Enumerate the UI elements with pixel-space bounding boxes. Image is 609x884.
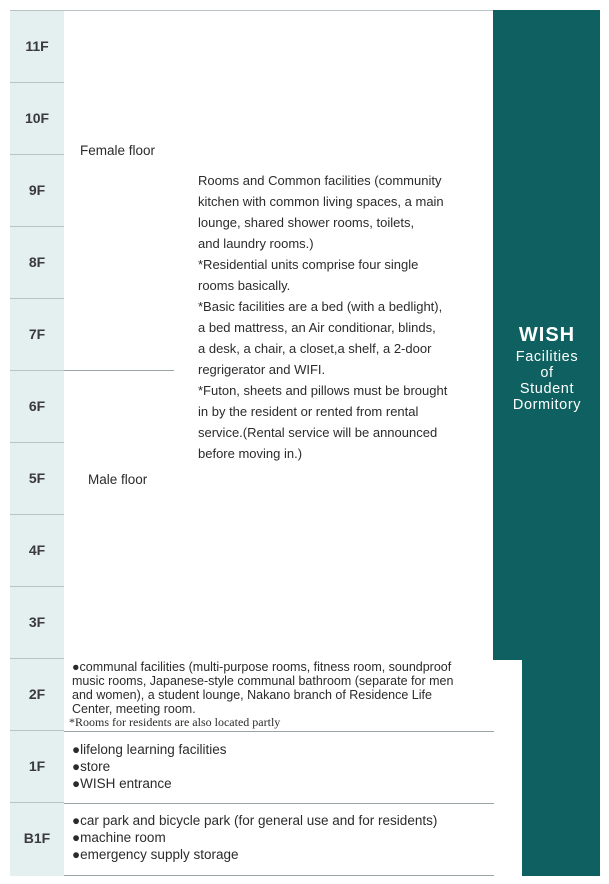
list-item: ●lifelong learning facilities [72, 742, 227, 757]
top-rule [10, 10, 493, 11]
floor-label-7f: 7F [28, 326, 46, 342]
floor-label-3f: 3F [28, 614, 46, 630]
floor-1f-list [72, 741, 227, 792]
description-line: in by the resident or rented from rental [198, 404, 419, 419]
description-line: music rooms, Japanese-style communal bathroom (separate for men [72, 674, 454, 688]
list-item: ●WISH entrance [72, 776, 172, 791]
description-line: Rooms and Common facilities (community [198, 173, 442, 188]
list-item: ●machine room [72, 830, 166, 845]
floor-label-2f: 2F [28, 686, 46, 702]
gender-divider [64, 370, 174, 371]
row-divider [64, 731, 494, 732]
floor-label-8f: 8F [28, 254, 46, 270]
floor-label-11f: 11F [25, 38, 49, 54]
brand-subtitle-line: Student [519, 381, 575, 397]
description-line: Center, meeting room. [72, 702, 196, 716]
brand-panel-lower [522, 659, 600, 876]
floor-label-b1f: B1F [23, 830, 51, 846]
floor-2f-note: *Rooms for residents are also located partly [69, 715, 281, 729]
brand-subtitle-line: of [540, 365, 554, 381]
row-divider [64, 803, 494, 804]
list-item: ●store [72, 759, 111, 774]
list-item: ●emergency supply storage [72, 847, 239, 862]
floor-label-10f: 10F [24, 110, 50, 126]
male-floor-label: Male floor [88, 472, 148, 487]
list-item: ●car park and bicycle park (for general use and for residents) [72, 813, 438, 828]
row-divider [64, 875, 494, 876]
floor-label-5f: 5F [28, 470, 46, 486]
description-line: before moving in.) [198, 446, 303, 461]
description-line: a bed mattress, an Air conditionar, blinds, [198, 320, 436, 335]
brand-title: WISH [518, 324, 576, 346]
description-line: *Futon, sheets and pillows must be brought [198, 383, 448, 398]
brand-subtitle-line: Facilities [515, 349, 579, 365]
description-line: rooms basically. [198, 278, 291, 293]
floor-label-6f: 6F [28, 398, 46, 414]
floor-column [10, 10, 64, 876]
floor-2f-description [72, 660, 453, 716]
residential-description [198, 170, 490, 464]
description-line: kitchen with common living spaces, a main [198, 194, 444, 209]
description-line: lounge, shared shower rooms, toilets, [198, 215, 415, 230]
description-line: *Basic facilities are a bed (with a bedlight), [198, 299, 443, 314]
description-line: regrigerator and WIFI. [198, 362, 326, 377]
floor-label-4f: 4F [28, 542, 46, 558]
female-floor-label: Female floor [80, 143, 156, 158]
description-line: and women), a student lounge, Nakano branch of Residence Life [72, 688, 432, 702]
description-line: ●communal facilities (multi-purpose rooms, fitness room, soundproof [72, 660, 452, 674]
description-line: a desk, a chair, a closet,a shelf, a 2-door [198, 341, 432, 356]
description-line: service.(Rental service will be announced [198, 425, 438, 440]
brand-title-block [494, 323, 600, 413]
floor-b1f-list [72, 812, 437, 863]
floor-label-9f: 9F [28, 182, 46, 198]
floor-label-1f: 1F [28, 758, 46, 774]
description-line: *Residential units comprise four single [198, 257, 419, 272]
brand-subtitle-line: Dormitory [512, 397, 582, 413]
brand-subtitle [494, 349, 600, 413]
description-line: and laundry rooms.) [198, 236, 314, 251]
